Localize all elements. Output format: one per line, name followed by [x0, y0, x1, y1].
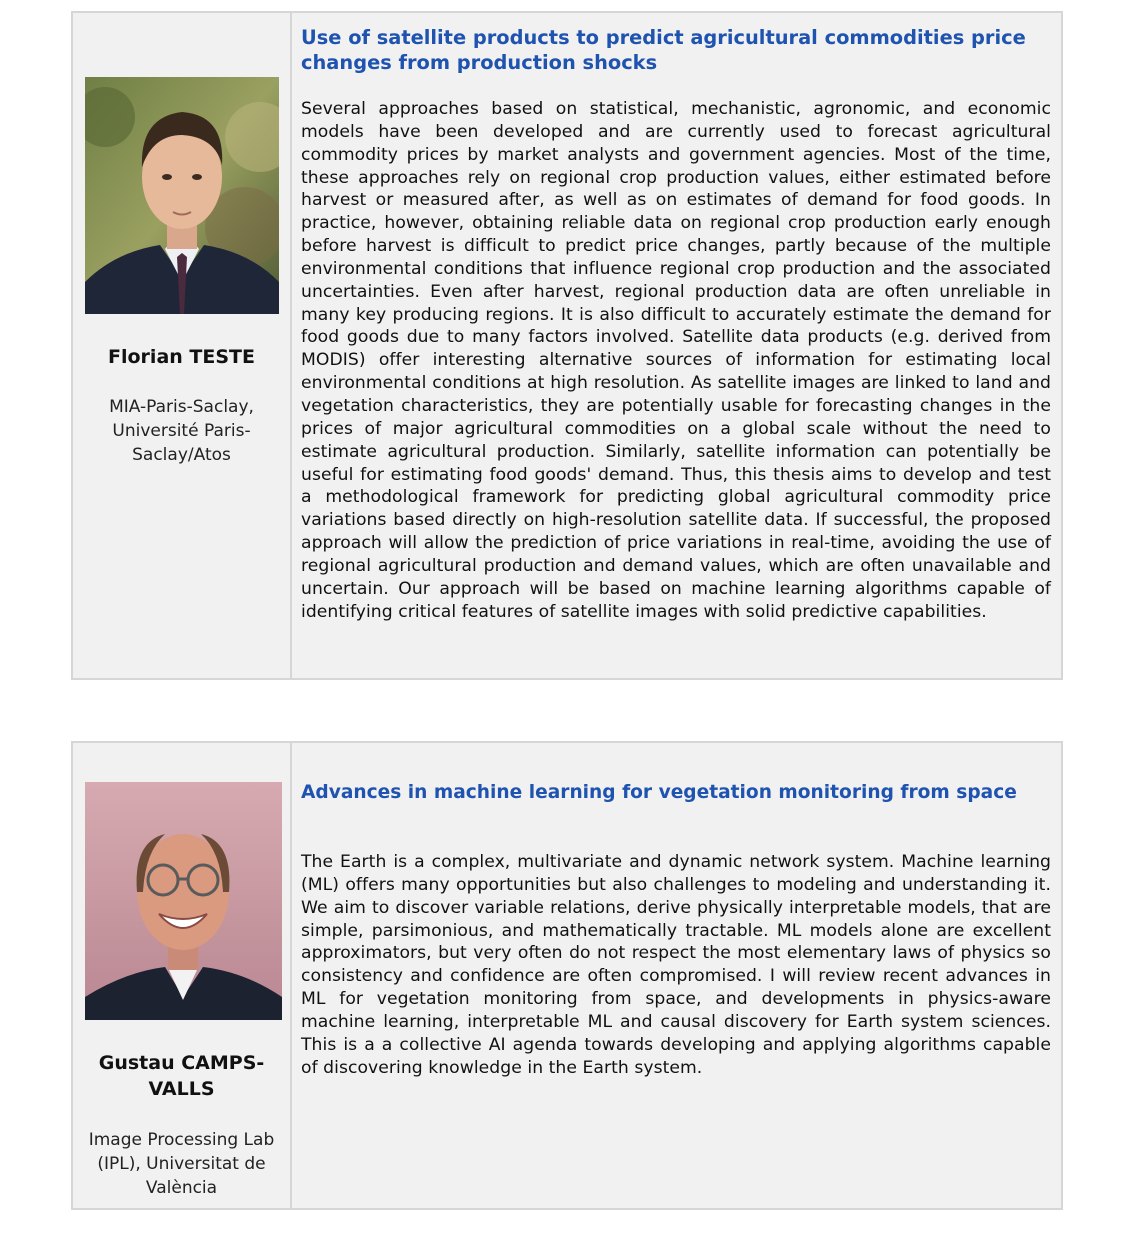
talk-title: Advances in machine learning for vegetation monitoring from space: [301, 782, 1017, 803]
speaker-name: Gustau CAMPS-VALLS: [98, 1052, 265, 1100]
speaker-photo: [85, 77, 279, 314]
speaker-info-column: [73, 743, 292, 1208]
speaker-info-column: [73, 13, 292, 678]
speaker-photo: [85, 782, 282, 1020]
speaker-card-2: [71, 741, 1063, 1210]
talk-content-column: [292, 743, 1061, 1208]
talk-abstract: The Earth is a complex, multivariate and dynamic network system. Machine learning (ML) offers many opportunities but also challenges to modeling and understanding it. We aim to discover variable relations, derive physically interpretable models, that are simple, parsimonious, and mathematically tractable. ML models alone are excellent approximators, but very often do not respect the most elementary laws of physics so consistency and confidence are often compromised. I will review recent advances in ML for vegetation monitoring from space, and developments in physics-aware machine learning, interpretable ML and causal discovery for Earth system sciences. This is a a collective AI agenda towards developing and applying algorithms capable of discovering knowledge in the Earth system.: [301, 852, 1051, 1078]
talk-content-column: [292, 13, 1061, 678]
speaker-affiliation: MIA-Paris-Saclay, Université Paris-Saclay/Atos: [109, 397, 254, 465]
speaker-card-1: [71, 11, 1063, 680]
talk-abstract: Several approaches based on statistical, mechanistic, agronomic, and economic models have been developed and are currently used to forecast agricultural commodity prices by market analysts and government agencies. Most of the time, these approaches rely on regional crop production values, either estimated before harvest or measured after, as well as on estimates of demand for food goods. In practice, however, obtaining reliable data on regional crop production early enough before harvest is difficult to predict price changes, partly because of the multiple environmental conditions that influence regional crop production and the associated uncertainties. Even after harvest, regional production data are often unreliable in many key producing regions. It is also difficult to accurately estimate the demand for food goods due to many factors involved. Satellite data products (e.g. derived from MODIS) offer interesting alternative sources of information for estimating local environmental conditions at high resolution. As satellite images are linked to land and vegetation characteristics, they are potentially usable for forecasting changes in the prices of major agricultural commodities on a global scale without the need to estimate agricultural production. Similarly, satellite information can potentially be useful for estimating food goods' demand. Thus, this thesis aims to develop and test a methodological framework for predicting global agricultural commodity price variations based directly on high-resolution satellite data. If successful, the proposed approach will allow the prediction of price variations in real-time, avoiding the use of regional agricultural production and demand values, which are often unavailable and uncertain. Our approach will be based on machine learning algorithms capable of identifying critical features of satellite images with solid predictive capabilities.: [301, 99, 1051, 622]
speaker-name: Florian TESTE: [108, 346, 255, 368]
speaker-affiliation: Image Processing Lab (IPL), Universitat de València: [88, 1130, 275, 1198]
talk-title: Use of satellite products to predict agricultural commodities price changes from production shocks: [301, 26, 1026, 74]
